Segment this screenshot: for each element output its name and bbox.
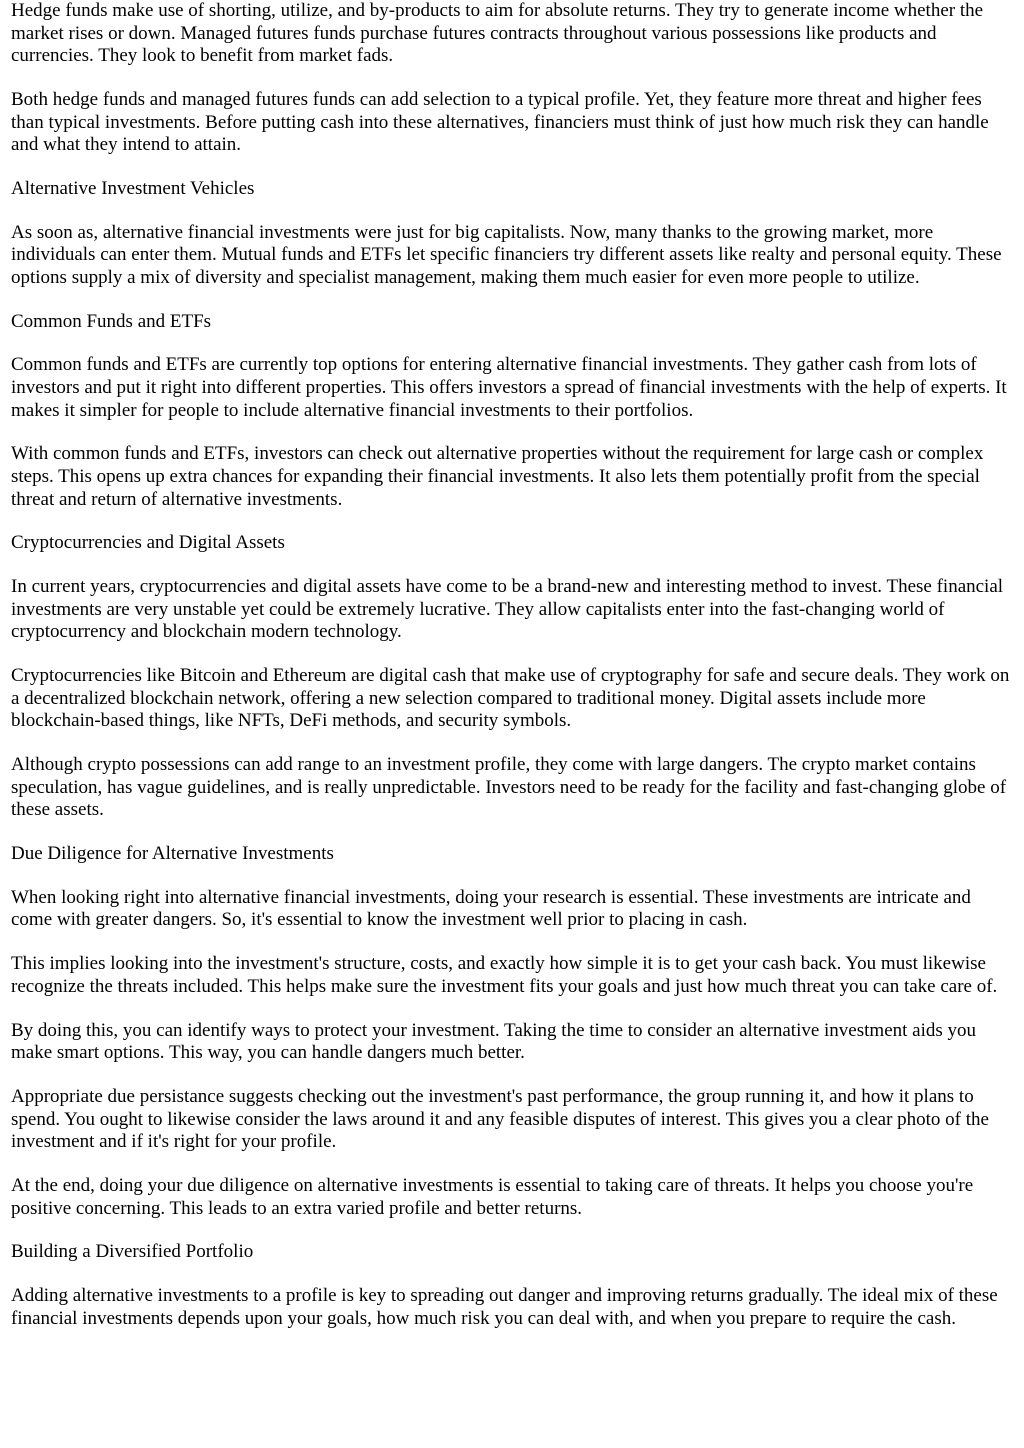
paragraph-common-funds-etfs: Common funds and ETFs are currently top options for entering alternative financial investments. They gather cash from lots of investors and put it right into different properties. This offers investors a spread of financial investments with the help of experts. It makes it simpler for people to include alternative financial investments to their portfolios.	[11, 354, 1007, 421]
paragraph-vehicles-intro: As soon as, alternative financial investments were just for big capitalists. Now, many thanks to the growing market, more individuals can enter them. Mutual funds and ETFs let specific financiers try different assets like realty and personal equity. These options supply a mix of diversity and specialist management, making them much easier for even more people to utilize.	[11, 221, 1002, 288]
paragraph-due-diligence-protect: By doing this, you can identify ways to protect your investment. Taking the time to consider an alternative investment aids you make smart options. This way, you can handle dangers much better.	[11, 1019, 977, 1064]
section-heading-common-funds-etfs: Common Funds and ETFs	[11, 310, 212, 332]
paragraph-diversified-portfolio: Adding alternative investments to a profile is key to spreading out danger and improving returns gradually. The ideal mix of these financial investments depends upon your goals, how much risk you can deal with, and when you prepare to require the cash.	[11, 1285, 998, 1329]
document-body	[11, 0, 1013, 1330]
section-heading-alternative-investment-vehicles: Alternative Investment Vehicles	[11, 177, 255, 199]
paragraph-due-diligence-performance: Appropriate due persistance suggests checking out the investment's past performance, the group running it, and how it plans to spend. You ought to likewise consider the laws around it and any feasible disputes of interest. This gives you a clear photo of the investment and if it's right for your profile.	[11, 1086, 989, 1153]
paragraph-common-funds-etfs-benefits: With common funds and ETFs, investors can check out alternative properties without the requirement for large cash or complex steps. This opens up extra chances for expanding their financial investments. It also lets them potentially profit from the special threat and return of alternative investments.	[11, 443, 984, 510]
paragraph-due-diligence-intro: When looking right into alternative financial investments, doing your research is essential. These investments are intricate and come with greater dangers. So, it's essential to know the investment well prior to placing in cash.	[11, 886, 971, 931]
paragraph-crypto-intro: In current years, cryptocurrencies and digital assets have come to be a brand-new and interesting method to invest. These financial investments are very unstable yet could be extremely lucrative. They allow capitalists enter into the fast-changing world of cryptocurrency and blockchain modern technology.	[11, 576, 1004, 643]
paragraph-crypto-risks: Although crypto possessions can add range to an investment profile, they come with large dangers. The crypto market contains speculation, has vague guidelines, and is really unpredictable. Investors need to be ready for the facility and fast-changing globe of these assets.	[11, 754, 1007, 821]
section-heading-cryptocurrencies: Cryptocurrencies and Digital Assets	[11, 532, 285, 554]
paragraph-due-diligence-structure: This implies looking into the investment's structure, costs, and exactly how simple it is to get your cash back. You must likewise recognize the threats included. This helps make sure the investment fits your goals and just how much threat you can take care of.	[11, 953, 998, 997]
section-heading-due-diligence: Due Diligence for Alternative Investments	[11, 843, 334, 865]
paragraph-hedge-funds-risk: Both hedge funds and managed futures funds can add selection to a typical profile. Yet, they feature more threat and higher fees than typical investments. Before putting cash into these alternatives, financiers must think of just how much risk they can handle and what they intend to attain.	[11, 88, 989, 156]
paragraph-due-diligence-conclusion: At the end, doing your due diligence on alternative investments is essential to taking care of threats. It helps you choose you're positive concerning. This leads to an extra varied profile and better returns.	[11, 1174, 974, 1219]
paragraph-crypto-examples: Cryptocurrencies like Bitcoin and Ethereum are digital cash that make use of cryptography for safe and secure deals. They work on a decentralized blockchain network, offering a new selection compared to traditional money. Digital assets include more blockchain-based things, like NFTs, DeFi methods, and security symbols.	[11, 665, 1010, 732]
section-heading-diversified-portfolio: Building a Diversified Portfolio	[11, 1241, 254, 1263]
paragraph-hedge-funds-intro: Hedge funds make use of shorting, utilize, and by-products to aim for absolute returns. They try to generate income whether the market rises or down. Managed futures funds purchase futures contracts throughout various possessions like products and currencies. They look to benefit from market fads.	[11, 0, 984, 67]
